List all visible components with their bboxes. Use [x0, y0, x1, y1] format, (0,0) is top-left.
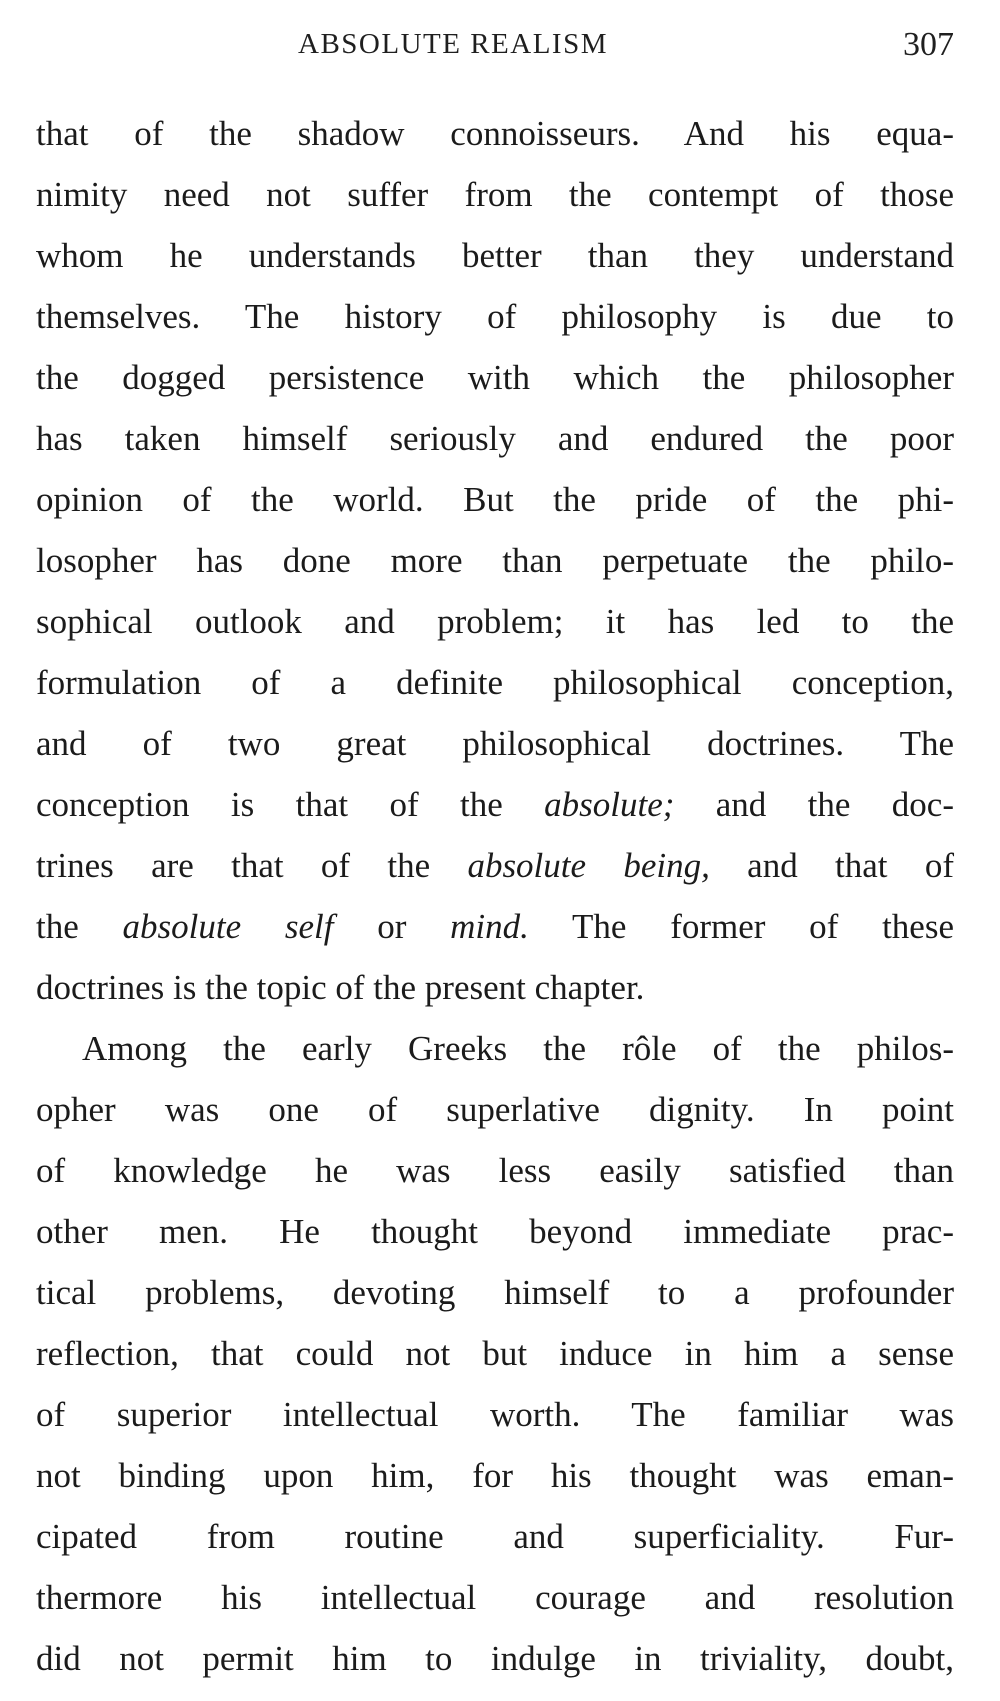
italic-term: absolute;: [544, 785, 675, 824]
text-line: reflection, that could not but induce in him a sense: [36, 1334, 954, 1373]
text-line: losopher has done more than perpetuate the philo-: [36, 541, 954, 580]
paragraph-1: [36, 103, 954, 1018]
text-line: [36, 896, 954, 957]
paragraph-2: [36, 1018, 954, 1689]
text-line: sophical outlook and problem; it has led to the: [36, 602, 954, 641]
text-line: opinion of the world. But the pride of the phi-: [36, 480, 954, 519]
italic-term: mind.: [450, 907, 529, 946]
text-fragment: trines are that of the: [36, 846, 468, 885]
text-fragment: and the doc-: [674, 785, 954, 824]
running-title: ABSOLUTE REALISM: [298, 28, 608, 60]
text-line: not binding upon him, for his thought was eman-: [36, 1456, 954, 1495]
text-line: tical problems, devoting himself to a profounder: [36, 1273, 954, 1312]
text-line: formulation of a definite philosophical conception,: [36, 663, 954, 702]
running-head: [36, 28, 956, 68]
page-number: 307: [903, 26, 954, 63]
text-fragment: or: [333, 907, 451, 946]
text-line: cipated from routine and superficiality. Fur-: [36, 1517, 954, 1556]
text-line: and of two great philosophical doctrines. The: [36, 724, 954, 763]
text-fragment: The former of these: [528, 907, 954, 946]
text-line: other men. He thought beyond immediate prac-: [36, 1212, 954, 1251]
text-line: doctrines is the topic of the present chapter.: [36, 968, 645, 1007]
text-fragment: and that of: [709, 846, 954, 885]
text-fragment: the: [36, 907, 123, 946]
text-line: Among the early Greeks the rôle of the philos-: [82, 1029, 954, 1068]
text-line: [36, 774, 954, 835]
text-fragment: conception is that of the: [36, 785, 545, 824]
text-line: of knowledge he was less easily satisfied than: [36, 1151, 954, 1190]
text-line: themselves. The history of philosophy is due to: [36, 297, 954, 336]
text-line: the dogged persistence with which the philosopher: [36, 358, 954, 397]
italic-term: absolute self: [122, 907, 334, 946]
text-line: [36, 835, 954, 896]
text-line: opher was one of superlative dignity. In point: [36, 1090, 954, 1129]
text-line: that of the shadow connoisseurs. And his equa-: [36, 114, 954, 153]
text-line: of superior intellectual worth. The familiar was: [36, 1395, 954, 1434]
body-text: [36, 103, 954, 1689]
text-line: nimity need not suffer from the contempt of those: [36, 175, 954, 214]
italic-term: absolute being,: [467, 846, 710, 885]
text-line: whom he understands better than they understand: [36, 236, 954, 275]
text-line: has taken himself seriously and endured the poor: [36, 419, 954, 458]
text-line: thermore his intellectual courage and resolution: [36, 1578, 954, 1617]
text-line: did not permit him to indulge in triviality, doubt,: [36, 1639, 954, 1678]
